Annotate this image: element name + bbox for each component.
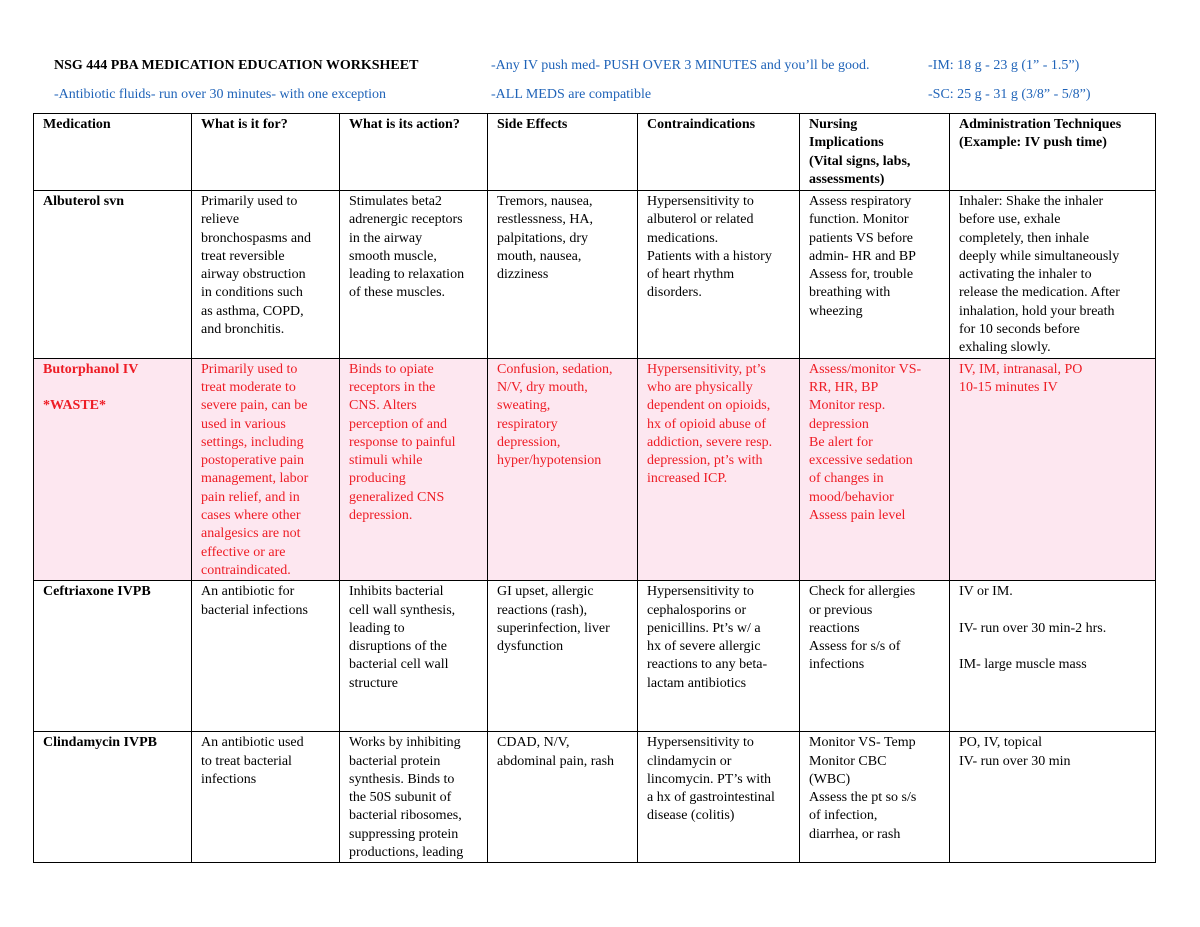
purpose-cell: Primarily used to relieve bronchospasms and treat reversible airway obstruction in conditions such as asthma, COPD, and bronchitis. — [192, 191, 340, 359]
note-iv-push: -Any IV push med- PUSH OVER 3 MINUTES and you’ll be good. — [491, 58, 870, 73]
administration-cell: PO, IV, topical IV- run over 30 min — [950, 732, 1156, 863]
worksheet-title: NSG 444 PBA MEDICATION EDUCATION WORKSHEET — [54, 58, 419, 73]
medication-name: Albuterol svn — [34, 191, 192, 359]
side-effects-cell: Confusion, sedation, N/V, dry mouth, sweating, respiratory depression, hyper/hypotension — [488, 358, 638, 581]
column-header-contraindications: Contraindications — [638, 114, 800, 191]
table-row — [34, 191, 1156, 359]
contraindications-cell: Hypersensitivity, pt’s who are physically dependent on opioids, hx of opioid abuse of addiction, severe resp. depression, pt’s with increased ICP. — [638, 358, 800, 581]
administration-cell: IV or IM. IV- run over 30 min-2 hrs. IM- large muscle mass — [950, 581, 1156, 732]
column-header-administration: Administration Techniques (Example: IV push time) — [950, 114, 1156, 191]
nursing-implications-cell: Check for allergies or previous reactions Assess for s/s of infections — [800, 581, 950, 732]
administration-cell: Inhaler: Shake the inhaler before use, exhale completely, then inhale deeply while simultaneously activating the inhaler to release the medication. After inhalation, hold your breath for 10 seconds before exhaling slowly. — [950, 191, 1156, 359]
contraindications-cell: Hypersensitivity to cephalosporins or penicillins. Pt’s w/ a hx of severe allergic reactions to any beta- lactam antibiotics — [638, 581, 800, 732]
note-sc-gauge: -SC: 25 g - 31 g (3/8” - 5/8”) — [928, 87, 1091, 102]
column-header-action: What is its action? — [340, 114, 488, 191]
medication-name: Ceftriaxone IVPB — [34, 581, 192, 732]
medication-name: Clindamycin IVPB — [34, 732, 192, 863]
column-header-nursing-implications: Nursing Implications (Vital signs, labs, assessments) — [800, 114, 950, 191]
purpose-cell: An antibiotic for bacterial infections — [192, 581, 340, 732]
column-header-medication: Medication — [34, 114, 192, 191]
medication-name: Butorphanol IV *WASTE* — [34, 358, 192, 581]
note-antibiotic-fluids: -Antibiotic fluids- run over 30 minutes- with one exception — [54, 87, 387, 102]
medication-table — [33, 113, 1156, 863]
table-row-highlighted — [34, 358, 1156, 581]
administration-cell: IV, IM, intranasal, PO 10-15 minutes IV — [950, 358, 1156, 581]
nursing-implications-cell: Assess respiratory function. Monitor patients VS before admin- HR and BP Assess for, trouble breathing with wheezing — [800, 191, 950, 359]
purpose-cell: An antibiotic used to treat bacterial infections — [192, 732, 340, 863]
contraindications-cell: Hypersensitivity to albuterol or related medications. Patients with a history of heart rhythm disorders. — [638, 191, 800, 359]
action-cell: Inhibits bacterial cell wall synthesis, leading to disruptions of the bacterial cell wall structure — [340, 581, 488, 732]
nursing-implications-cell: Assess/monitor VS- RR, HR, BP Monitor resp. depression Be alert for excessive sedation of changes in mood/behavior Assess pain level — [800, 358, 950, 581]
nursing-implications-cell: Monitor VS- Temp Monitor CBC (WBC) Assess the pt so s/s of infection, diarrhea, or rash — [800, 732, 950, 863]
action-cell: Works by inhibiting bacterial protein synthesis. Binds to the 50S subunit of bacterial ribosomes, suppressing protein productions, leading — [340, 732, 488, 863]
column-header-side-effects: Side Effects — [488, 114, 638, 191]
table-header-row — [34, 114, 1156, 191]
note-im-gauge: -IM: 18 g - 23 g (1” - 1.5”) — [928, 58, 1080, 73]
table-row — [34, 732, 1156, 863]
column-header-purpose: What is it for? — [192, 114, 340, 191]
action-cell: Stimulates beta2 adrenergic receptors in the airway smooth muscle, leading to relaxation of these muscles. — [340, 191, 488, 359]
side-effects-cell: CDAD, N/V, abdominal pain, rash — [488, 732, 638, 863]
note-meds-compatible: -ALL MEDS are compatible — [491, 87, 652, 102]
table-row — [34, 581, 1156, 732]
contraindications-cell: Hypersensitivity to clindamycin or lincomycin. PT’s with a hx of gastrointestinal disease (colitis) — [638, 732, 800, 863]
purpose-cell: Primarily used to treat moderate to severe pain, can be used in various settings, including postoperative pain management, labor pain relief, and in cases where other analgesics are not effective or are contraindicated. — [192, 358, 340, 581]
side-effects-cell: Tremors, nausea, restlessness, HA, palpitations, dry mouth, nausea, dizziness — [488, 191, 638, 359]
side-effects-cell: GI upset, allergic reactions (rash), superinfection, liver dysfunction — [488, 581, 638, 732]
action-cell: Binds to opiate receptors in the CNS. Alters perception of and response to painful stimuli while producing generalized CNS depression. — [340, 358, 488, 581]
